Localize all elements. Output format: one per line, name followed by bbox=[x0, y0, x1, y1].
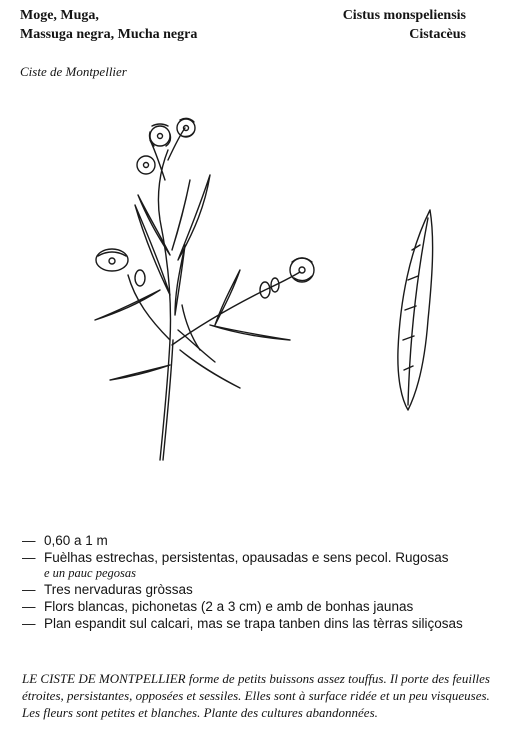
description-paragraph-2: Les fleurs sont petites et blanches. Plante des cultures abandonnées. bbox=[22, 705, 378, 720]
scientific-names bbox=[343, 6, 466, 44]
feature-text: Flors blancas, pichonetas (2 a 3 cm) e amb de bonhas jaunas bbox=[44, 599, 414, 614]
feature-veins bbox=[22, 581, 492, 598]
feature-leaves-continuation: e un pauc pegosas bbox=[44, 566, 136, 580]
common-names-line-1: Moge, Muga, bbox=[20, 8, 99, 23]
feature-leaves bbox=[22, 549, 492, 566]
feature-text: Plan espandit sul calcari, mas se trapa tanben dins las tèrras siliçosas bbox=[44, 616, 463, 631]
french-description bbox=[22, 670, 492, 721]
list-dash: — bbox=[22, 550, 36, 565]
family-name: Cistacèus bbox=[409, 27, 466, 42]
species-name: Cistus monspeliensis bbox=[342, 8, 466, 23]
feature-habitat bbox=[22, 615, 492, 632]
list-dash: — bbox=[22, 533, 36, 548]
feature-text: Tres nervaduras gròssas bbox=[44, 582, 193, 597]
list-dash: — bbox=[22, 616, 36, 631]
list-dash: — bbox=[22, 582, 36, 597]
leaf-detail bbox=[398, 210, 433, 410]
feature-height bbox=[22, 532, 492, 549]
flower-mid-left bbox=[137, 156, 155, 174]
flower-top-left bbox=[150, 124, 171, 146]
french-name: Ciste de Montpellier bbox=[20, 64, 127, 79]
plant-illustration bbox=[0, 100, 514, 520]
flower-left bbox=[96, 249, 128, 271]
common-names-line-2: Massuga negra, Mucha negra bbox=[20, 27, 198, 42]
flower-right bbox=[290, 258, 314, 282]
common-names bbox=[20, 6, 197, 44]
feature-text: Fuèlhas estrechas, persistentas, opausadas e sens pecol. Rugosas bbox=[44, 550, 449, 565]
feature-text: 0,60 a 1 m bbox=[44, 533, 108, 548]
feature-flowers bbox=[22, 598, 492, 615]
list-dash: — bbox=[22, 599, 36, 614]
flower-top-right bbox=[177, 118, 195, 137]
description-paragraph-1: LE CISTE DE MONTPELLIER forme de petits buissons assez touffus. Il porte des feuilles étroites, persistantes, opposées et sessiles. Elles sont à surface ridée et un peu visqueuses. bbox=[22, 671, 490, 703]
feature-list bbox=[22, 532, 492, 632]
